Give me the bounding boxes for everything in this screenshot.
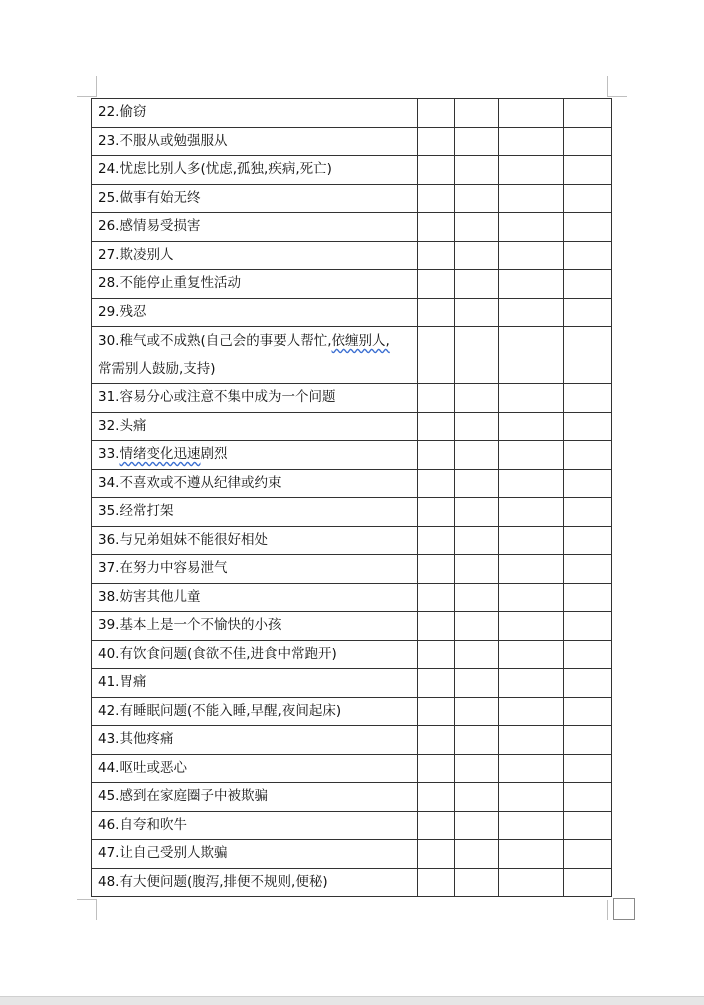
rating-cell-1[interactable]	[418, 498, 455, 527]
rating-cell-1[interactable]	[418, 640, 455, 669]
rating-cell-2[interactable]	[455, 184, 499, 213]
item-text: 45.感到在家庭圈子中被欺骗	[98, 788, 268, 805]
rating-cell-4[interactable]	[564, 526, 612, 555]
rating-cell-4[interactable]	[564, 241, 612, 270]
rating-cell-1[interactable]	[418, 555, 455, 584]
rating-cell-2[interactable]	[455, 640, 499, 669]
rating-cell-1[interactable]	[418, 184, 455, 213]
rating-cell-1[interactable]	[418, 526, 455, 555]
rating-cell-2[interactable]	[455, 555, 499, 584]
rating-cell-4[interactable]	[564, 498, 612, 527]
rating-cell-3[interactable]	[499, 298, 564, 327]
spellcheck-underlined-text: 情绪变化迅速	[119, 446, 201, 463]
rating-cell-1[interactable]	[418, 583, 455, 612]
rating-cell-1[interactable]	[418, 697, 455, 726]
rating-cell-4[interactable]	[564, 441, 612, 470]
rating-cell-3[interactable]	[499, 441, 564, 470]
rating-cell-4[interactable]	[564, 783, 612, 812]
rating-cell-4[interactable]	[564, 156, 612, 185]
item-text: 41.胃痛	[98, 674, 147, 691]
rating-cell-4[interactable]	[564, 327, 612, 384]
item-text: 37.在努力中容易泄气	[98, 560, 228, 577]
page-corner-box	[613, 898, 635, 920]
rating-cell-3[interactable]	[499, 583, 564, 612]
item-text: 48.有大便问题(腹泻,排便不规则,便秘)	[98, 873, 328, 890]
rating-cell-2[interactable]	[455, 697, 499, 726]
rating-cell-1[interactable]	[418, 270, 455, 299]
item-text: 42.有睡眠问题(不能入睡,早醒,夜间起床)	[98, 702, 342, 719]
rating-cell-1[interactable]	[418, 127, 455, 156]
rating-cell-3[interactable]	[499, 156, 564, 185]
rating-cell-4[interactable]	[564, 583, 612, 612]
table-row	[92, 583, 612, 612]
item-text-cell	[92, 697, 418, 726]
item-text-cell	[92, 127, 418, 156]
rating-cell-4[interactable]	[564, 612, 612, 641]
rating-cell-4[interactable]	[564, 640, 612, 669]
item-text: 26.感情易受损害	[98, 218, 201, 235]
table-row	[92, 213, 612, 242]
table-row	[92, 811, 612, 840]
rating-cell-3[interactable]	[499, 469, 564, 498]
rating-cell-4[interactable]	[564, 555, 612, 584]
item-text-cell	[92, 868, 418, 897]
questionnaire-rows	[92, 99, 612, 897]
table-row	[92, 754, 612, 783]
rating-cell-1[interactable]	[418, 840, 455, 869]
rating-cell-1[interactable]	[418, 754, 455, 783]
item-text-line2: 常需别人鼓励,支持)	[98, 361, 216, 377]
rating-cell-3[interactable]	[499, 241, 564, 270]
rating-cell-4[interactable]	[564, 298, 612, 327]
table-row	[92, 726, 612, 755]
rating-cell-2[interactable]	[455, 811, 499, 840]
crop-mark-bottom-left-v	[96, 900, 97, 920]
rating-cell-3[interactable]	[499, 127, 564, 156]
item-text-cell	[92, 469, 418, 498]
rating-cell-2[interactable]	[455, 783, 499, 812]
item-text: 33.	[98, 446, 120, 463]
item-text-cell	[92, 441, 418, 470]
table-row	[92, 612, 612, 641]
item-text: 38.妨害其他儿童	[98, 588, 201, 605]
rating-cell-4[interactable]	[564, 270, 612, 299]
item-text: 35.经常打架	[98, 503, 174, 520]
item-text-cell	[92, 726, 418, 755]
item-text: 30.稚气或不成熟(自己会的事要人帮忙,	[98, 333, 332, 349]
rating-cell-3[interactable]	[499, 840, 564, 869]
table-row	[92, 697, 612, 726]
item-text-cell	[92, 298, 418, 327]
rating-cell-2[interactable]	[455, 669, 499, 698]
rating-cell-4[interactable]	[564, 384, 612, 413]
table-row	[92, 412, 612, 441]
rating-cell-3[interactable]	[499, 213, 564, 242]
rating-cell-3[interactable]	[499, 498, 564, 527]
rating-cell-4[interactable]	[564, 127, 612, 156]
rating-cell-2[interactable]	[455, 754, 499, 783]
item-text: 36.与兄弟姐妹不能很好相处	[98, 531, 268, 548]
table-row	[92, 241, 612, 270]
rating-cell-3[interactable]	[499, 811, 564, 840]
item-text-cell	[92, 583, 418, 612]
item-text-cell	[92, 669, 418, 698]
rating-cell-2[interactable]	[455, 127, 499, 156]
rating-cell-2[interactable]	[455, 270, 499, 299]
rating-cell-3[interactable]	[499, 99, 564, 128]
item-text: 47.让自己受别人欺骗	[98, 845, 228, 862]
item-text: 27.欺凌别人	[98, 246, 174, 263]
item-text-cell	[92, 99, 418, 128]
rating-cell-3[interactable]	[499, 270, 564, 299]
rating-cell-2[interactable]	[455, 156, 499, 185]
rating-cell-3[interactable]	[499, 669, 564, 698]
rating-cell-1[interactable]	[418, 327, 455, 384]
rating-cell-3[interactable]	[499, 184, 564, 213]
item-text: 28.不能停止重复性活动	[98, 275, 241, 292]
item-text: 24.忧虑比别人多(忧虑,孤独,疾病,死亡)	[98, 161, 332, 178]
rating-cell-4[interactable]	[564, 213, 612, 242]
rating-cell-3[interactable]	[499, 726, 564, 755]
rating-cell-4[interactable]	[564, 811, 612, 840]
item-text-cell	[92, 555, 418, 584]
rating-cell-1[interactable]	[418, 726, 455, 755]
rating-cell-1[interactable]	[418, 868, 455, 897]
item-text-cell	[92, 811, 418, 840]
item-text: 23.不服从或勉强服从	[98, 132, 228, 149]
rating-cell-2[interactable]	[455, 99, 499, 128]
table-row	[92, 498, 612, 527]
item-text-cell	[92, 754, 418, 783]
questionnaire-table	[91, 98, 612, 897]
item-text: 44.呕吐或恶心	[98, 759, 187, 776]
item-text: 43.其他疼痛	[98, 731, 174, 748]
item-text-cell	[92, 156, 418, 185]
rating-cell-3[interactable]	[499, 327, 564, 384]
item-text: 25.做事有始无终	[98, 189, 201, 206]
item-text: 39.基本上是一个不愉快的小孩	[98, 617, 282, 634]
item-text: 22.偷窃	[98, 104, 147, 121]
table-row	[92, 184, 612, 213]
item-text: 40.有饮食问题(食欲不佳,进食中常跑开)	[98, 645, 337, 662]
rating-cell-1[interactable]	[418, 384, 455, 413]
rating-cell-1[interactable]	[418, 213, 455, 242]
rating-cell-4[interactable]	[564, 184, 612, 213]
item-text-cell	[92, 384, 418, 413]
item-text-cell	[92, 526, 418, 555]
rating-cell-2[interactable]	[455, 384, 499, 413]
rating-cell-4[interactable]	[564, 840, 612, 869]
item-text-cell	[92, 612, 418, 641]
rating-cell-1[interactable]	[418, 412, 455, 441]
table-row	[92, 526, 612, 555]
rating-cell-3[interactable]	[499, 555, 564, 584]
rating-cell-3[interactable]	[499, 526, 564, 555]
item-text-cell	[92, 270, 418, 299]
item-text: 46.自夸和吹牛	[98, 816, 187, 833]
rating-cell-3[interactable]	[499, 697, 564, 726]
item-text: 32.头痛	[98, 417, 147, 434]
table-row	[92, 868, 612, 897]
table-row	[92, 441, 612, 470]
item-text-cell	[92, 213, 418, 242]
rating-cell-2[interactable]	[455, 868, 499, 897]
table-row	[92, 840, 612, 869]
rating-cell-2[interactable]	[455, 441, 499, 470]
table-row	[92, 298, 612, 327]
rating-cell-3[interactable]	[499, 868, 564, 897]
rating-cell-3[interactable]	[499, 640, 564, 669]
item-text: 31.容易分心或注意不集中成为一个问题	[98, 389, 336, 406]
crop-mark-bottom-left-h	[77, 899, 97, 900]
rating-cell-2[interactable]	[455, 412, 499, 441]
item-text-cell	[92, 412, 418, 441]
item-text-cell	[92, 783, 418, 812]
rating-cell-1[interactable]	[418, 99, 455, 128]
rating-cell-2[interactable]	[455, 840, 499, 869]
rating-cell-4[interactable]	[564, 99, 612, 128]
rating-cell-2[interactable]	[455, 213, 499, 242]
rating-cell-1[interactable]	[418, 469, 455, 498]
rating-cell-1[interactable]	[418, 441, 455, 470]
rating-cell-1[interactable]	[418, 241, 455, 270]
table-row	[92, 783, 612, 812]
rating-cell-2[interactable]	[455, 526, 499, 555]
rating-cell-1[interactable]	[418, 298, 455, 327]
rating-cell-4[interactable]	[564, 697, 612, 726]
item-text-cell	[92, 184, 418, 213]
rating-cell-3[interactable]	[499, 754, 564, 783]
table-row	[92, 327, 612, 384]
table-row	[92, 127, 612, 156]
item-text-cell	[92, 840, 418, 869]
rating-cell-3[interactable]	[499, 384, 564, 413]
rating-cell-2[interactable]	[455, 241, 499, 270]
rating-cell-1[interactable]	[418, 811, 455, 840]
item-text-cell	[92, 327, 418, 384]
item-text: 29.残忍	[98, 303, 147, 320]
crop-mark-top-right-v	[607, 76, 608, 96]
rating-cell-4[interactable]	[564, 412, 612, 441]
rating-cell-2[interactable]	[455, 726, 499, 755]
rating-cell-4[interactable]	[564, 754, 612, 783]
rating-cell-3[interactable]	[499, 412, 564, 441]
spellcheck-underlined-text: 依缠别人,	[331, 333, 390, 349]
table-row	[92, 555, 612, 584]
crop-mark-top-right-h	[607, 96, 627, 97]
table-row	[92, 99, 612, 128]
rating-cell-2[interactable]	[455, 612, 499, 641]
table-row	[92, 156, 612, 185]
item-text-cell	[92, 498, 418, 527]
rating-cell-1[interactable]	[418, 612, 455, 641]
table-row	[92, 469, 612, 498]
table-row	[92, 270, 612, 299]
table-row	[92, 384, 612, 413]
rating-cell-1[interactable]	[418, 669, 455, 698]
item-text-cell	[92, 640, 418, 669]
rating-cell-4[interactable]	[564, 868, 612, 897]
rating-cell-1[interactable]	[418, 156, 455, 185]
item-text-tail: 剧烈	[200, 446, 228, 463]
rating-cell-2[interactable]	[455, 298, 499, 327]
rating-cell-4[interactable]	[564, 669, 612, 698]
rating-cell-1[interactable]	[418, 783, 455, 812]
item-text-cell	[92, 241, 418, 270]
crop-mark-top-left-v	[96, 76, 97, 96]
rating-cell-2[interactable]	[455, 469, 499, 498]
table-row	[92, 640, 612, 669]
crop-mark-bottom-right-v	[607, 900, 608, 920]
rating-cell-3[interactable]	[499, 783, 564, 812]
rating-cell-2[interactable]	[455, 583, 499, 612]
rating-cell-3[interactable]	[499, 612, 564, 641]
item-text: 34.不喜欢或不遵从纪律或约束	[98, 474, 282, 491]
crop-mark-top-left-h	[77, 96, 97, 97]
rating-cell-2[interactable]	[455, 498, 499, 527]
rating-cell-4[interactable]	[564, 469, 612, 498]
table-row	[92, 669, 612, 698]
rating-cell-2[interactable]	[455, 327, 499, 384]
rating-cell-4[interactable]	[564, 726, 612, 755]
